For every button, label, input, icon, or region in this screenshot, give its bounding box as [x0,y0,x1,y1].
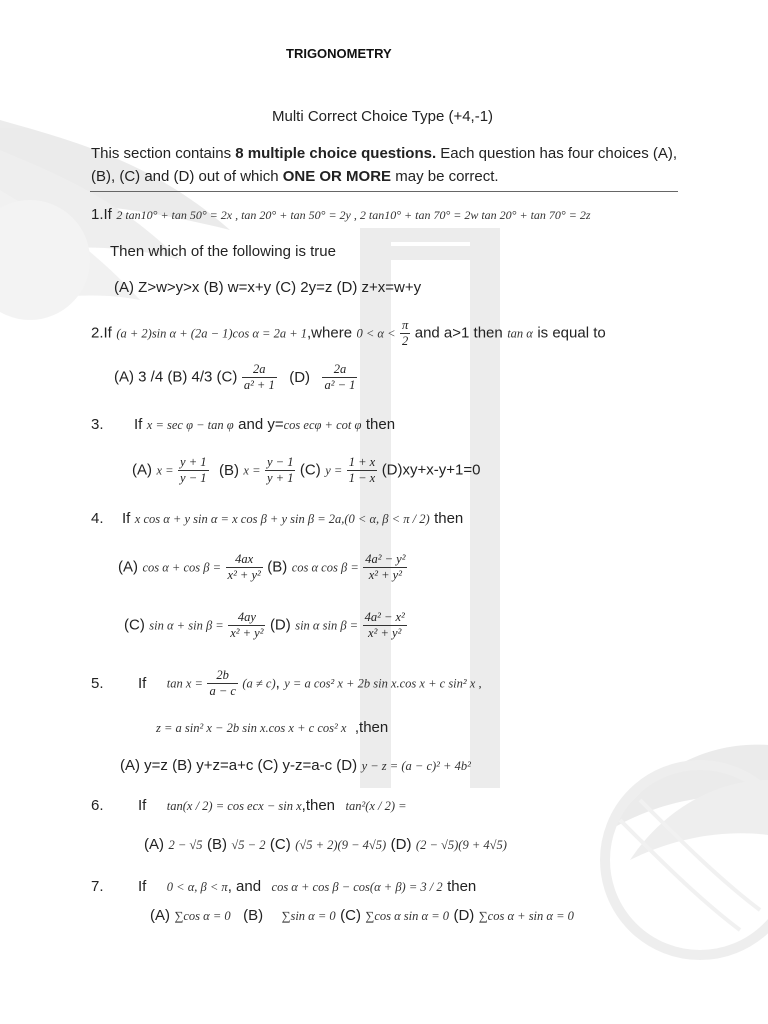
q7-a: ∑cos α = 0 [174,909,231,923]
q4-if: If [121,510,131,527]
q2-and: and a>1 then [414,324,503,342]
q5-comma: , [275,674,280,692]
q3-options [132,455,480,486]
q4-options-row-1 [118,552,407,583]
q5-frac [207,668,237,699]
q6-expr: tan(x / 2) = cos ecx − sin x [166,799,302,813]
q2-optC-frac [242,362,277,393]
q3-b-lhs: x = [243,463,261,478]
q4-c-frac [228,610,265,641]
q2-options [114,362,357,393]
q4-b-frac [363,552,407,583]
q2-pi: π [402,318,409,332]
question-5 [91,668,482,699]
q7-options [150,907,574,925]
q4-options-row-2 [124,610,407,641]
frac-den: a² + 1 [243,378,275,392]
q4-a-frac [226,552,263,583]
frac-den: x² + y² [230,626,264,640]
q3-optD: (D)xy+x-y+1=0 [381,461,481,479]
q6-c: (√5 + 2)(9 − 4√5) [295,838,387,852]
section-divider [90,191,678,192]
q2-tan: tan α [507,326,533,341]
q2-number: 2.If [91,324,112,342]
q2-opt-prefix: (A) 3 /4 (B) 4/3 (C) [114,368,238,386]
q3-c-lhs: y = [325,463,343,478]
section-heading: Multi Correct Choice Type (+4,-1) [272,108,494,125]
question-4 [91,510,463,528]
q7-number: 7. [91,878,104,895]
frac-num: 4ay [228,610,265,626]
frac-num: y + 1 [180,455,207,469]
q2-optD-label: (D) [289,368,311,386]
q4-expr: x cos α + y sin α = x cos β + y sin β = 2a,(0 < α, β < π / 2) [134,512,430,526]
q7-expr: cos α + cos β − cos(α + β) = 3 / 2 [271,880,443,894]
q7-optD: (D) [453,907,475,924]
frac-num: 4a² − x² [364,610,405,624]
q5-lhs: tan x = [166,676,203,691]
q4-optA: (A) [118,558,138,576]
frac-num: 1 + x [348,455,376,469]
q6-number: 6. [91,797,104,814]
q5-y: y = a cos² x + 2b sin x.cos x + c sin² x , [284,676,482,691]
q4-c-lhs: sin α + sin β = [149,618,224,633]
q1-number: 1.If [91,206,112,223]
q6-if: If [137,797,147,814]
q2-expr: (a + 2)sin α + (2a − 1)cos α = 2a + 1 [116,326,308,341]
q4-optB: (B) [267,558,288,576]
q7-optB: (B) [243,907,264,924]
q3-number: 3. [91,416,104,433]
q4-optC: (C) [124,616,145,634]
q4-d-frac [363,610,407,641]
q6-optC: (C) [269,836,291,853]
q6-ask: tan²(x / 2) = [345,799,407,813]
q7-then: then [447,878,477,895]
q7-if: If [137,878,147,895]
q3-x: x = sec φ − tan φ [146,418,234,432]
q2-optD-frac [322,362,357,393]
q3-y: cos ecφ + cot φ [283,418,362,432]
intro-text: may be correct. [391,168,499,185]
question-6 [91,797,407,815]
frac-num: 2a [242,362,277,378]
q3-c-frac [347,455,377,486]
q6-d: (2 − √5)(9 + 4√5) [415,838,507,852]
q3-b-frac [265,455,295,486]
q6-then: ,then [301,797,336,814]
q4-then: then [434,510,464,527]
q7-optA: (A) [150,907,170,924]
question-3 [91,416,395,434]
q5-number: 5. [91,674,104,692]
q6-b: √5 − 2 [231,838,266,852]
q3-a-lhs: x = [156,463,174,478]
q2-cond: 0 < α < [356,326,396,341]
q5-cond: (a ≠ c) [242,676,276,691]
question-7 [91,878,476,896]
q2-pi-over-2 [400,318,410,349]
frac-num: 2a [322,362,357,378]
q1-statement: 2 tan10° + tan 50° = 2x , tan 20° + tan 50° = 2y , 2 tan10° + tan 70° = 2w tan 20° + tan 70° = 2z [116,208,591,222]
q3-optB: (B) [218,461,239,479]
q3-and: and y= [238,416,284,433]
frac-den: y + 1 [266,471,294,485]
q4-b-lhs: cos α cos β = [291,560,359,575]
q4-a-lhs: cos α + cos β = [142,560,222,575]
q4-optD: (D) [269,616,291,634]
q4-number: 4. [91,510,104,527]
intro-bold: 8 multiple choice questions. [235,145,437,162]
frac-den: y − 1 [180,471,207,485]
q5-opts: (A) y=z (B) y+z=a+c (C) y-z=a-c (D) [120,757,358,774]
q2-equal: is equal to [537,324,606,342]
frac-den: x² + y² [368,568,402,582]
q3-optC: (C) [299,461,321,479]
question-2 [91,318,606,349]
q3-then: then [365,416,396,433]
q7-and: , and [227,878,262,895]
q6-options [144,836,507,854]
q4-d-lhs: sin α sin β = [295,618,359,633]
q5-then: ,then [354,719,389,736]
frac-num: 4a² − y² [365,552,406,566]
q7-cond: 0 < α, β < π [166,880,228,894]
q2-two: 2 [402,334,409,348]
frac-num: y − 1 [266,455,294,469]
frac-den: x² + y² [368,626,402,640]
q6-optA: (A) [144,836,164,853]
q5-options [120,757,471,775]
q6-optD: (D) [390,836,412,853]
intro-text: (B), (C) and (D) out of which [91,168,283,185]
q6-optB: (B) [206,836,227,853]
q3-optA: (A) [132,461,152,479]
q5-line-2 [156,719,388,737]
q2-where: ,where [307,324,353,342]
q7-optC: (C) [340,907,361,924]
frac-num: 2b [207,668,237,684]
section-intro-line-1 [91,145,677,162]
frac-den: 1 − x [348,471,376,485]
frac-den: a² − 1 [324,378,356,392]
section-intro-line-2 [91,168,499,185]
q1-then: Then which of the following is true [110,243,336,260]
question-1 [91,206,590,224]
q7-d: ∑cos α + sin α = 0 [478,909,574,923]
intro-bold: ONE OR MORE [282,168,392,185]
q3-if: If [133,416,143,433]
q5-optD: y − z = (a − c)² + 4b² [361,759,471,773]
q3-a-frac [178,455,208,486]
frac-den: x² + y² [227,568,261,582]
frac-den: a − c [209,684,236,698]
q7-c: ∑cos α sin α = 0 [365,909,450,923]
q7-b: ∑sin α = 0 [281,909,336,923]
q6-a: 2 − √5 [168,838,203,852]
q5-z: z = a sin² x − 2b sin x.cos x + c cos² x [156,721,347,735]
q5-if: If [137,674,147,692]
frac-num: 4ax [226,552,263,568]
q1-options: (A) Z>w>y>x (B) w=x+y (C) 2y=z (D) z+x=w+y [114,279,422,296]
page-title: TRIGONOMETRY [286,46,392,61]
intro-text: This section contains [91,145,236,162]
intro-text: Each question has four choices (A), [436,145,678,162]
